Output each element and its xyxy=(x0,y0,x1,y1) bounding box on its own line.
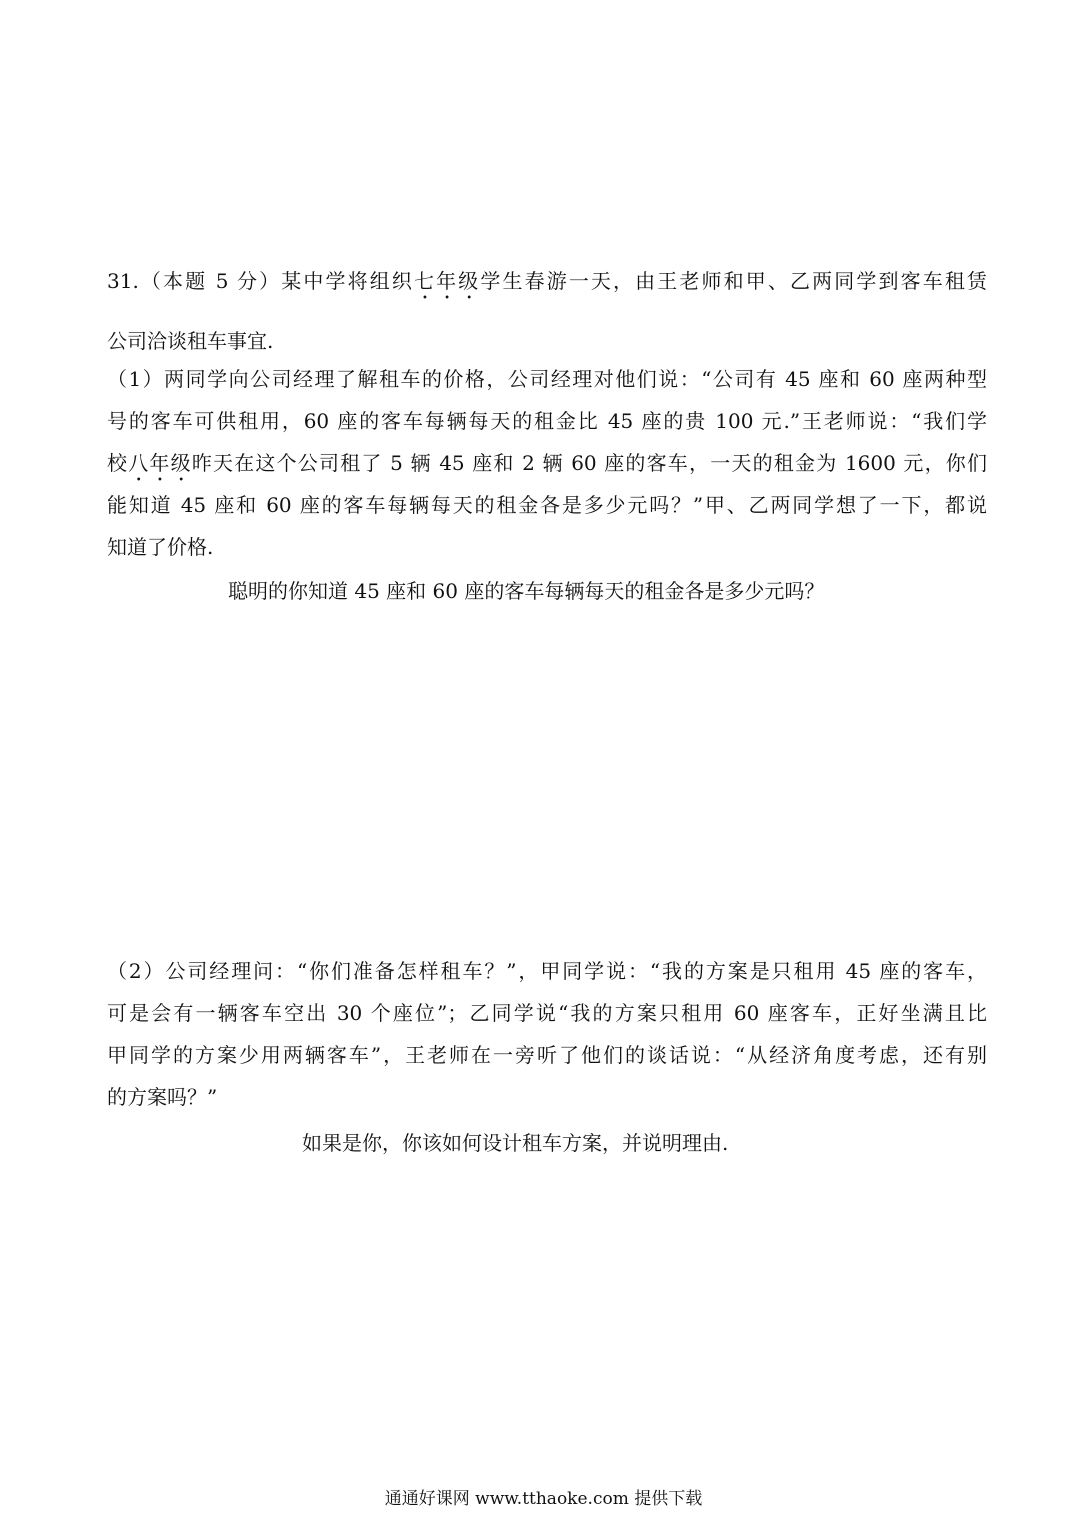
emphasis-grade-seven: 七年级 xyxy=(413,269,481,293)
part-2-question: 如果是你，你该如何设计租车方案，并说明理由. xyxy=(302,1131,729,1155)
part-1-line-3-start: 校 xyxy=(107,451,129,475)
part-1-line-2: 号的客车可供租用，60 座的客车每辆每天的租金比 45 座的贵 100 元.”王老师说：“我们学 xyxy=(107,409,987,433)
part-2-line-3: 甲同学的方案少用两辆客车”，王老师在一旁听了他们的谈话说：“从经济角度考虑，还有别 xyxy=(107,1043,987,1067)
part-2-line-4: 的方案吗？” xyxy=(107,1085,218,1109)
question-31-intro: 学生春游一天，由王老师和甲、乙两同学到客车租赁 xyxy=(480,269,988,293)
part-1-line-3-rest: 昨天在这个公司租了 5 辆 45 座和 2 辆 60 座的客车，一天的租金为 1600 元，你们 xyxy=(191,451,988,475)
part-1-question: 聪明的你知道 45 座和 60 座的客车每辆每天的租金各是多少元吗？ xyxy=(228,579,825,603)
emphasis-grade-eight: 八年级 xyxy=(128,451,192,475)
part-1-line-4: 能知道 45 座和 60 座的客车每辆每天的租金各是多少元吗？”甲、乙两同学想了一下，都说 xyxy=(107,493,987,517)
part-1-line-1: （1）两同学向公司经理了解租车的价格，公司经理对他们说：“公司有 45 座和 60 座两种型 xyxy=(107,367,987,391)
footer-source: 通通好课网 www.tthaoke.com 提供下载 xyxy=(384,1489,703,1509)
part-2-line-2: 可是会有一辆客车空出 30 个座位”；乙同学说“我的方案只租用 60 座客车，正好坐满且比 xyxy=(107,1001,987,1025)
part-2-line-1: （2）公司经理问：“你们准备怎样租车？”，甲同学说：“我的方案是只租用 45 座的客车， xyxy=(107,959,987,983)
question-31-header: 31.（本题 5 分）某中学将组织 xyxy=(107,269,414,293)
question-31-line-1 xyxy=(107,266,987,304)
part-1-line-3 xyxy=(107,448,987,486)
question-31-line-2: 公司洽谈租车事宜. xyxy=(107,329,274,353)
part-1-line-5: 知道了价格. xyxy=(107,535,214,559)
